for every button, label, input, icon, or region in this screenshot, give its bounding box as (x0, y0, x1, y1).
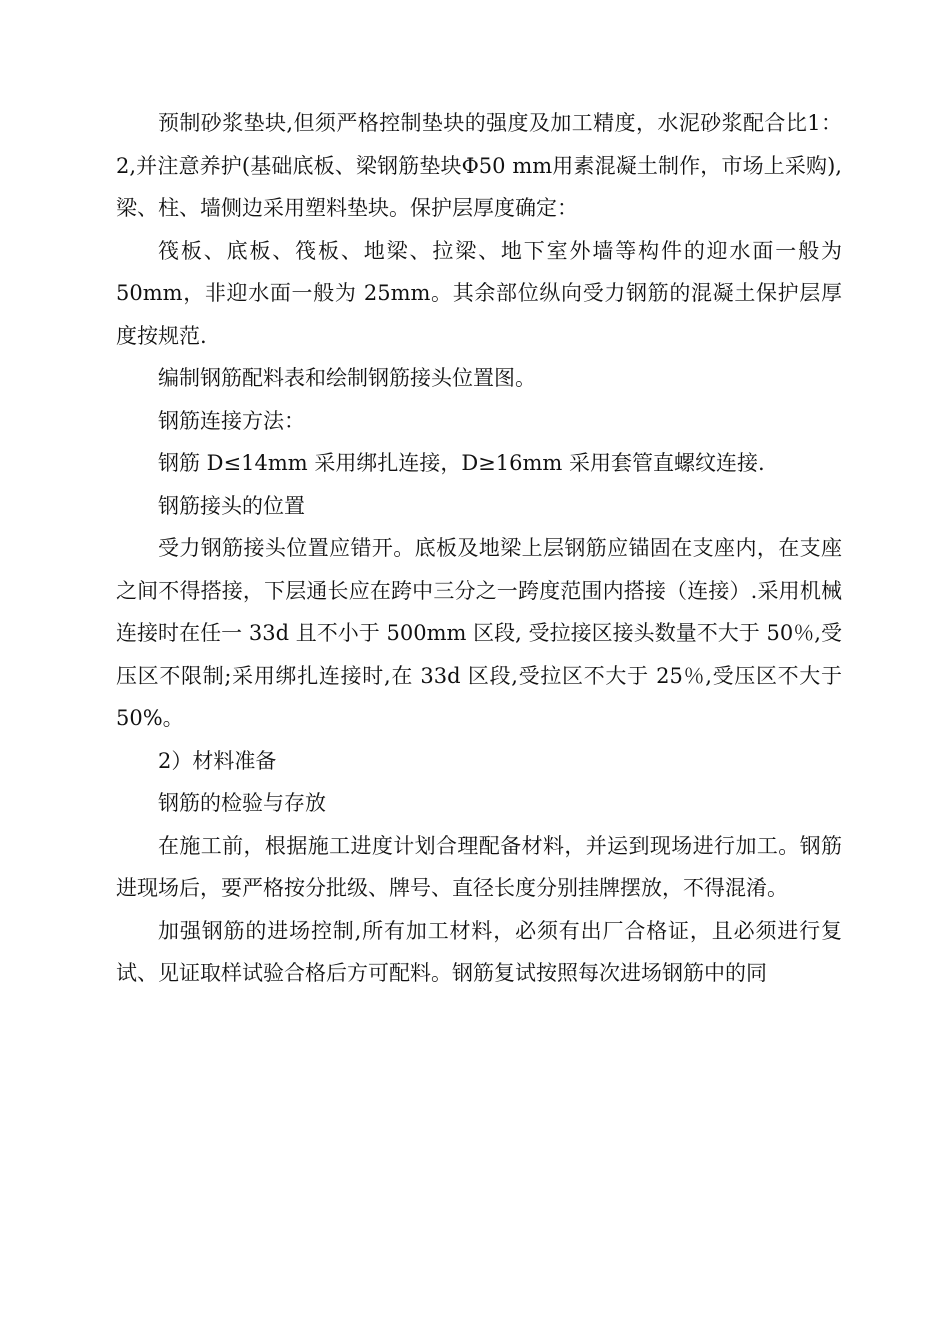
paragraph-spacer-blocks: 预制砂浆垫块,但须严格控制垫块的强度及加工精度，水泥砂浆配合比1：2,并注意养护(基础底板、梁钢筋垫块Φ50 mm用素混凝土制作，市场上采购),梁、柱、墙侧边采用塑料垫块。保护层厚度确定： (116, 111, 842, 220)
paragraph-entry-control: 加强钢筋的进场控制,所有加工材料，必须有出厂合格证，且必须进行复试、见证取样试验合格后方可配料。钢筋复试按照每次进场钢筋中的同 (116, 918, 842, 985)
heading-material-prep: 2）材料准备 (158, 748, 277, 773)
paragraph-schedule: 编制钢筋配料表和绘制钢筋接头位置图。 (158, 366, 536, 390)
paragraph-before-construction: 在施工前，根据施工进度计划合理配备材料，并运到现场进行加工。钢筋进现场后，要严格按分批级、牌号、直径长度分别挂牌摆放，不得混淆。 (116, 833, 842, 900)
paragraph-connection-method: 钢筋 D≤14mm 采用绑扎连接，D≥16mm 采用套管直螺纹连接. (158, 451, 765, 475)
paragraph-cover-thickness: 筏板、底板、筏板、地梁、拉梁、地下室外墙等构件的迎水面一般为50mm，非迎水面一般为 25mm。其余部位纵向受力钢筋的混凝土保护层厚度按规范. (116, 238, 842, 348)
heading-joint-position: 钢筋接头的位置 (158, 493, 305, 518)
document-body (116, 102, 842, 995)
heading-connection-method: 钢筋连接方法： (158, 408, 305, 433)
heading-inspection-storage: 钢筋的检验与存放 (158, 791, 326, 815)
paragraph-joint-position: 受力钢筋接头位置应错开。底板及地梁上层钢筋应锚固在支座内，在支座之间不得搭接，下层通长应在跨中三分之一跨度范围内搭接（连接）.采用机械连接时在任一 33d 且不小于 500mm 区段, 受拉接区接头数量不大于 50％,受压区不限制;采用绑扎连接时,在 33d 区段,受拉区不大于 25％,受压区不大于 50%。 (116, 536, 842, 730)
